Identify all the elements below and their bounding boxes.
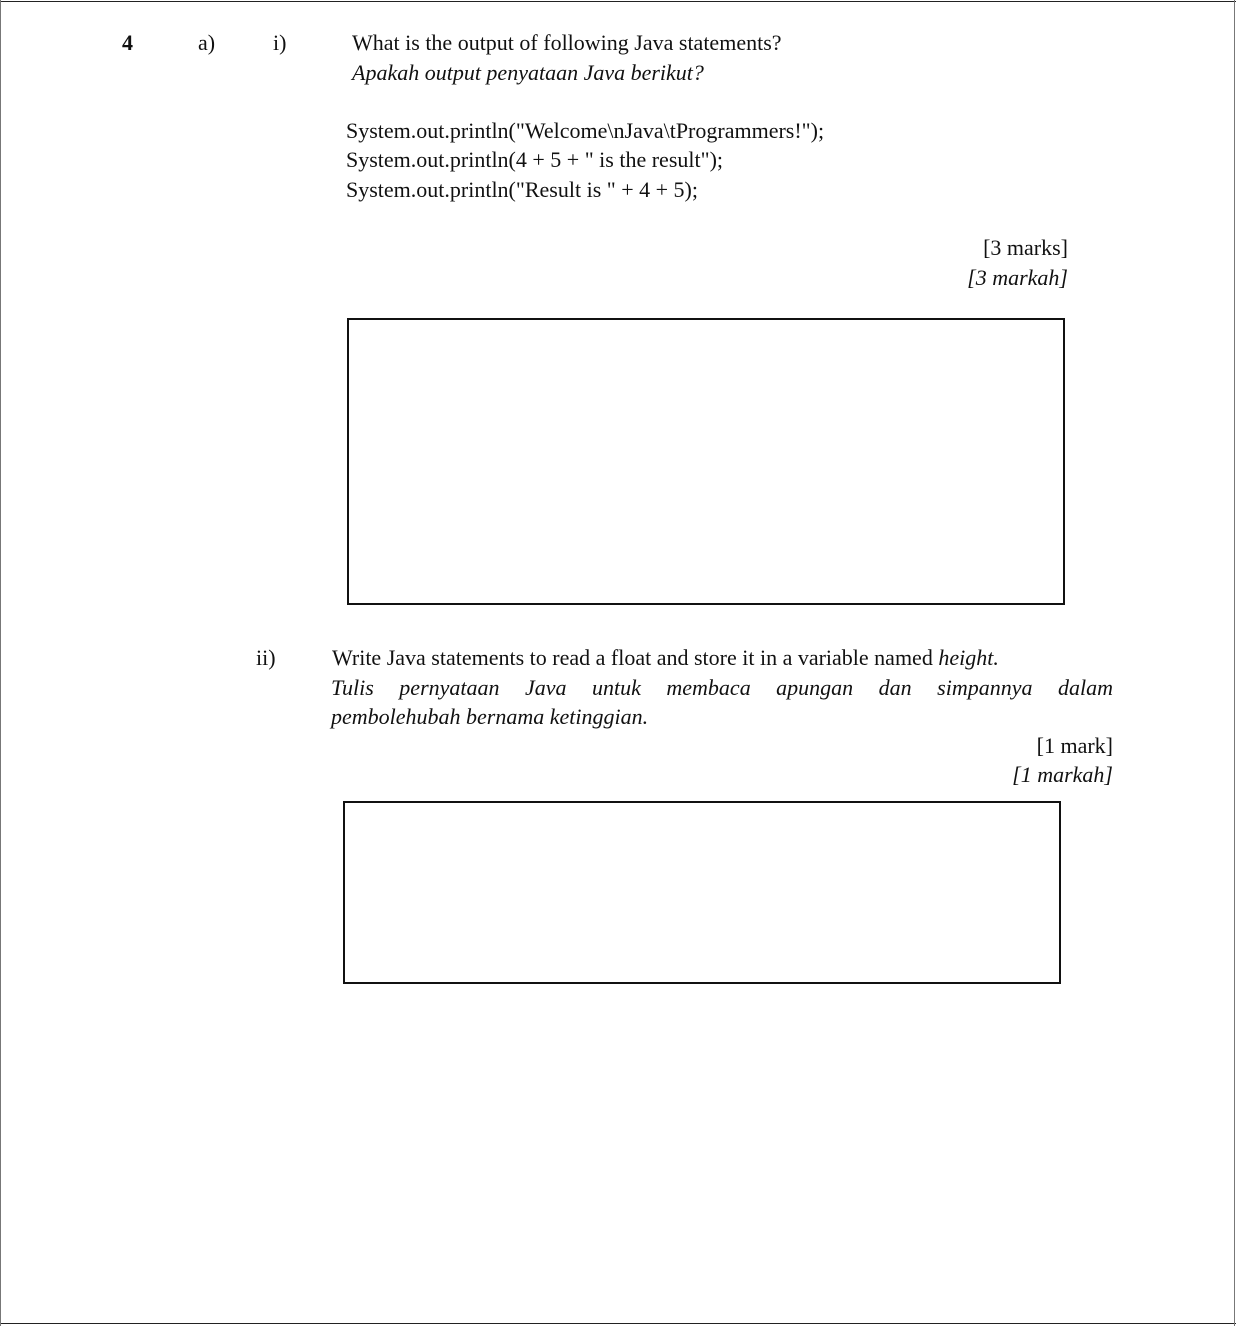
marks-en-ii: [1 mark]	[1036, 733, 1113, 758]
answer-box-i[interactable]	[347, 318, 1065, 605]
part-label: a)	[198, 30, 216, 55]
sub-question-i-label: i)	[273, 30, 287, 55]
question-number: 4	[122, 30, 133, 55]
code-line-1: System.out.println("Welcome\nJava\tProgrammers!");	[346, 118, 825, 143]
marks-ms-ii: [1 markah]	[1012, 762, 1113, 787]
top-rule	[0, 1, 1236, 2]
bottom-rule	[0, 1323, 1236, 1324]
sub-question-ii-prompt-ms-line1: Tulis pernyataan Java untuk membaca apungan dan simpannya dalam	[331, 675, 1113, 700]
sub-question-i-prompt-en: What is the output of following Java statements?	[352, 30, 782, 55]
code-line-2: System.out.println(4 + 5 + " is the result");	[346, 147, 724, 172]
sub-question-ii-label: ii)	[256, 645, 276, 670]
sub-question-ii-prompt-ms-line2: pembolehubah bernama ketinggian.	[331, 704, 649, 729]
right-edge	[1234, 0, 1235, 1326]
sub-question-ii-prompt-en	[332, 644, 999, 672]
marks-en-i: [3 marks]	[983, 235, 1068, 260]
prompt-en-text: Write Java statements to read a float and store it in a variable named	[332, 645, 939, 670]
marks-ms-i: [3 markah]	[967, 265, 1068, 290]
variable-name-height: height.	[938, 645, 999, 670]
answer-box-ii[interactable]	[343, 801, 1061, 984]
sub-question-i-prompt-ms: Apakah output penyataan Java berikut?	[352, 60, 704, 85]
left-edge	[0, 0, 1, 1326]
code-line-3: System.out.println("Result is " + 4 + 5);	[346, 177, 698, 202]
